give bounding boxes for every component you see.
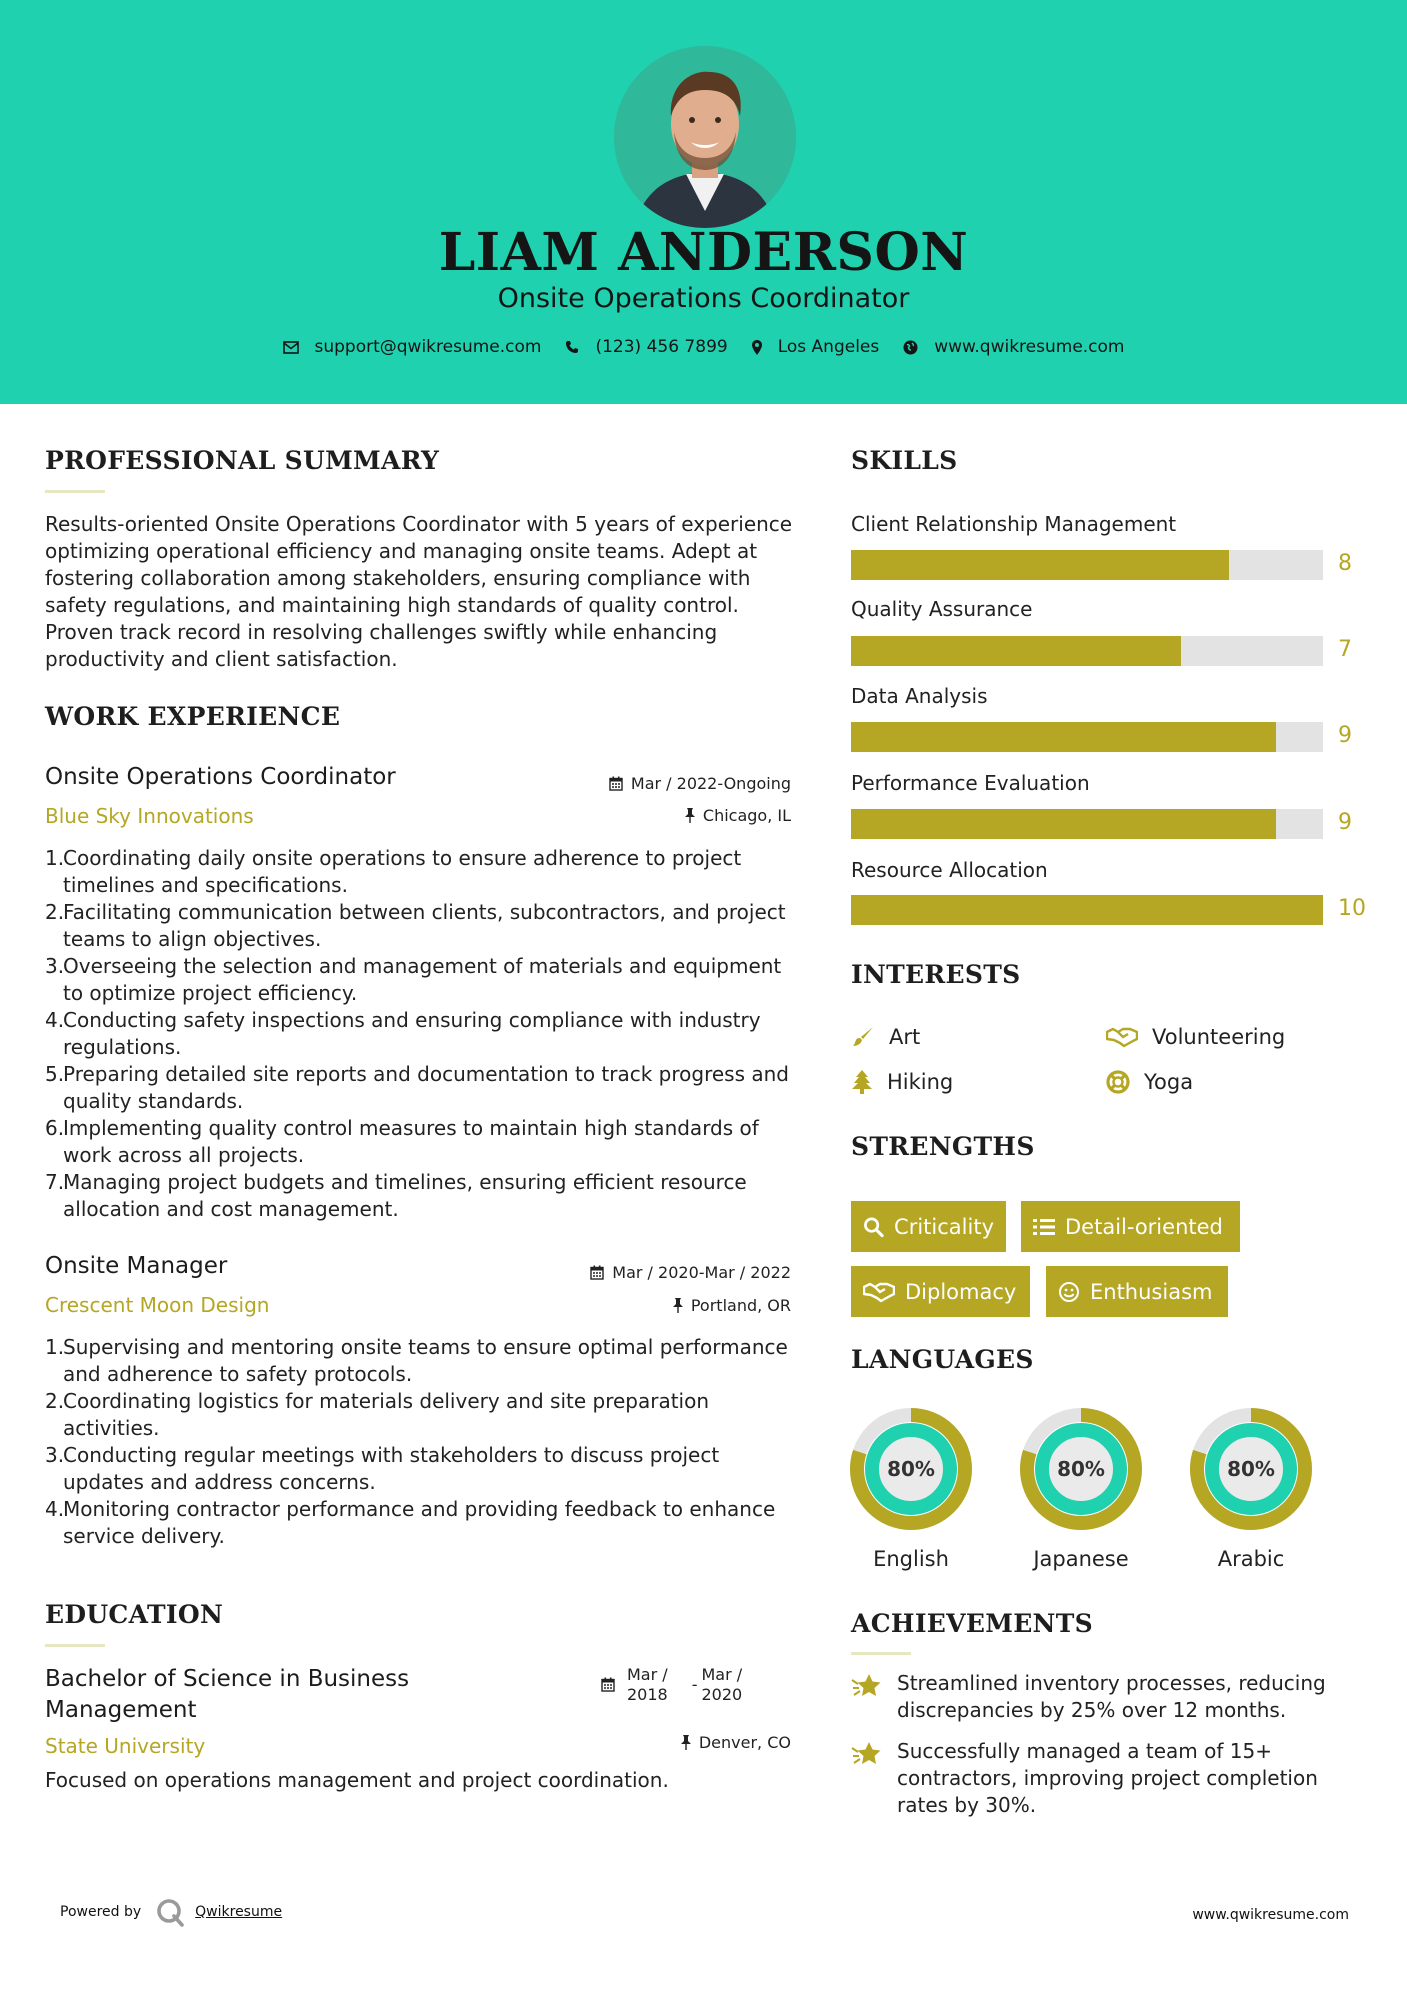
summary-text: Results-oriented Onsite Operations Coordinator with 5 years of experience optimizing operational efficiency and managing onsite teams. Adept at fostering collaboration among stakeholders, ensuring compliance with safety regulations, and maintaining high standards of quality control. Proven track record in resolving challenges swiftly while enhancing productivity and client satisfaction. bbox=[45, 512, 793, 671]
star-icon bbox=[851, 1672, 883, 1700]
job-dates-text: Mar / 2022-Ongoing bbox=[630, 774, 791, 793]
interest-label: Hiking bbox=[887, 1070, 954, 1094]
skill-value: 9 bbox=[1338, 723, 1352, 748]
skill-name: Data Analysis bbox=[851, 684, 988, 708]
skills-title: SKILLS bbox=[851, 446, 958, 475]
phone-icon bbox=[565, 340, 579, 354]
job-dates bbox=[590, 1263, 791, 1282]
achievement-item bbox=[851, 1670, 1371, 1724]
strength-label: Criticality bbox=[894, 1214, 994, 1239]
education-location-text: Denver, CO bbox=[698, 1733, 791, 1752]
contact-email[interactable] bbox=[283, 337, 542, 357]
strength-badge bbox=[1021, 1201, 1240, 1252]
list-item: 4. Monitoring contractor performance and providing feedback to enhance service delivery. bbox=[45, 1497, 776, 1548]
achievement-item bbox=[851, 1738, 1371, 1819]
list-item: 2. Coordinating logistics for materials delivery and site preparation activities. bbox=[45, 1389, 710, 1440]
achievement-text: Streamlined inventory processes, reducing discrepancies by 25% over 12 months. bbox=[897, 1671, 1326, 1722]
calendar-icon bbox=[590, 1265, 604, 1280]
school-name: State University bbox=[45, 1734, 206, 1758]
strength-badge bbox=[851, 1266, 1030, 1317]
list-item: 4. Conducting safety inspections and ensuring compliance with industry regulations. bbox=[45, 1008, 761, 1059]
date-separator: - bbox=[691, 1675, 698, 1694]
achievement-text: Successfully managed a team of 15+ contractors, improving project completion rates by 30%. bbox=[897, 1739, 1318, 1817]
pushpin-icon bbox=[673, 1298, 683, 1313]
handshake-icon bbox=[1106, 1026, 1138, 1048]
company-name: Blue Sky Innovations bbox=[45, 804, 254, 828]
skill-bar-fill bbox=[851, 636, 1181, 666]
skill-bar-fill bbox=[851, 895, 1323, 925]
skill-bar bbox=[851, 809, 1323, 839]
job-title: Onsite Manager bbox=[45, 1253, 228, 1279]
candidate-name: LIAM ANDERSON bbox=[438, 222, 969, 283]
skill-name: Quality Assurance bbox=[851, 597, 1033, 621]
candidate-role: Onsite Operations Coordinator bbox=[497, 283, 910, 314]
footer-url[interactable]: www.qwikresume.com bbox=[1192, 1907, 1349, 1923]
profile-photo bbox=[614, 46, 796, 228]
skill-bar bbox=[851, 636, 1323, 666]
interest-item bbox=[1106, 1025, 1285, 1049]
language-name: English bbox=[873, 1547, 949, 1571]
education-location bbox=[681, 1733, 791, 1752]
resume-header bbox=[0, 0, 1407, 404]
company-name: Crescent Moon Design bbox=[45, 1293, 270, 1317]
lifering-icon bbox=[1106, 1070, 1130, 1094]
summary-title: PROFESSIONAL SUMMARY bbox=[45, 446, 440, 475]
list-icon bbox=[1033, 1218, 1055, 1236]
job-location-text: Chicago, IL bbox=[702, 806, 791, 825]
list-item: 7. Managing project budgets and timelines, ensuring efficient resource allocation and cost management. bbox=[45, 1170, 747, 1221]
globe-icon bbox=[903, 340, 918, 355]
calendar-icon bbox=[609, 776, 623, 791]
interest-item bbox=[851, 1070, 953, 1094]
strengths-title: STRENGTHS bbox=[851, 1132, 1035, 1161]
interests-title: INTERESTS bbox=[851, 960, 1021, 989]
interest-label: Art bbox=[889, 1025, 921, 1049]
contact-bar bbox=[0, 337, 1407, 357]
powered-by-text: Powered by bbox=[60, 1904, 142, 1920]
language-percent: 80% bbox=[1227, 1457, 1275, 1481]
list-item: 2. Facilitating communication between clients, subcontractors, and project teams to align objectives. bbox=[45, 900, 786, 951]
job-dates bbox=[609, 774, 791, 793]
strength-label: Enthusiasm bbox=[1090, 1279, 1213, 1304]
envelope-icon bbox=[283, 341, 299, 354]
languages-title: LANGUAGES bbox=[851, 1345, 1034, 1374]
tree-icon bbox=[851, 1070, 873, 1094]
skill-name: Performance Evaluation bbox=[851, 771, 1090, 795]
education-divider bbox=[45, 1644, 105, 1647]
experience-title: WORK EXPERIENCE bbox=[45, 702, 341, 731]
job-dates-text: Mar / 2020-Mar / 2022 bbox=[612, 1263, 791, 1282]
education-title: EDUCATION bbox=[45, 1600, 224, 1629]
job-location-text: Portland, OR bbox=[690, 1296, 791, 1315]
language-ring bbox=[849, 1407, 973, 1531]
skill-bar bbox=[851, 550, 1323, 580]
website-text: www.qwikresume.com bbox=[934, 337, 1125, 357]
person-icon bbox=[614, 46, 796, 228]
list-item: 1. Supervising and mentoring onsite teams to ensure optimal performance and adherence to safety protocols. bbox=[45, 1335, 788, 1386]
contact-phone[interactable] bbox=[565, 337, 727, 357]
star-icon bbox=[851, 1740, 883, 1768]
skill-value: 9 bbox=[1338, 810, 1352, 835]
skill-bar-fill bbox=[851, 550, 1229, 580]
skill-value: 8 bbox=[1338, 551, 1352, 576]
interest-item bbox=[851, 1025, 920, 1049]
skill-bar bbox=[851, 722, 1323, 752]
list-item: 3. Overseeing the selection and management of materials and equipment to optimize project efficiency. bbox=[45, 954, 782, 1005]
language-ring bbox=[1019, 1407, 1143, 1531]
calendar-icon bbox=[601, 1677, 615, 1692]
job-responsibilities bbox=[45, 845, 800, 1223]
skill-name: Client Relationship Management bbox=[851, 512, 1177, 536]
email-text: support@qwikresume.com bbox=[314, 337, 542, 357]
language-percent: 80% bbox=[1057, 1457, 1105, 1481]
strength-badge bbox=[851, 1201, 1006, 1252]
language-ring bbox=[1189, 1407, 1313, 1531]
contact-location bbox=[752, 337, 880, 357]
contact-website[interactable] bbox=[903, 337, 1124, 357]
date-start: Mar / 2018 bbox=[627, 1665, 668, 1704]
skill-name: Resource Allocation bbox=[851, 858, 1048, 882]
degree-title: Bachelor of Science in Business Management bbox=[45, 1666, 410, 1723]
skill-bar bbox=[851, 895, 1323, 925]
pushpin-icon bbox=[685, 808, 695, 823]
education-dates bbox=[601, 1665, 742, 1705]
date-end: Mar / 2020 bbox=[701, 1665, 743, 1704]
list-item: 1. Coordinating daily onsite operations to ensure adherence to project timelines and specifications. bbox=[45, 846, 742, 897]
interest-label: Volunteering bbox=[1152, 1025, 1286, 1049]
list-item: 5. Preparing detailed site reports and documentation to track progress and quality standards. bbox=[45, 1062, 789, 1113]
interest-label: Yoga bbox=[1144, 1070, 1194, 1094]
skill-bar-fill bbox=[851, 809, 1276, 839]
strength-label: Diplomacy bbox=[905, 1279, 1017, 1304]
job-location bbox=[673, 1296, 791, 1315]
job-responsibilities bbox=[45, 1334, 800, 1550]
phone-text: (123) 456 7899 bbox=[595, 337, 728, 357]
achievements-divider bbox=[851, 1652, 911, 1655]
language-percent: 80% bbox=[887, 1457, 935, 1481]
summary-divider bbox=[45, 490, 105, 493]
skill-value: 10 bbox=[1338, 896, 1366, 921]
language-name: Arabic bbox=[1217, 1547, 1285, 1571]
education-note: Focused on operations management and project coordination. bbox=[45, 1768, 669, 1792]
language-name: Japanese bbox=[1033, 1547, 1129, 1571]
location-text: Los Angeles bbox=[777, 337, 880, 357]
interest-item bbox=[1106, 1070, 1193, 1094]
strength-label: Detail-oriented bbox=[1065, 1214, 1223, 1239]
brand-link[interactable]: Qwikresume bbox=[195, 1904, 283, 1920]
job-location bbox=[685, 806, 791, 825]
skill-value: 7 bbox=[1338, 637, 1352, 662]
job-title: Onsite Operations Coordinator bbox=[45, 764, 396, 790]
smile-icon bbox=[1058, 1281, 1080, 1303]
paintbrush-icon bbox=[851, 1025, 875, 1049]
strength-badge bbox=[1046, 1266, 1228, 1317]
pushpin-icon bbox=[681, 1735, 691, 1750]
search-icon bbox=[863, 1216, 884, 1238]
achievements-title: ACHIEVEMENTS bbox=[851, 1609, 1093, 1638]
map-pin-icon bbox=[752, 340, 762, 355]
qwikresume-logo-icon bbox=[155, 1897, 187, 1927]
skill-bar-fill bbox=[851, 722, 1276, 752]
list-item: 3. Conducting regular meetings with stakeholders to discuss project updates and address concerns. bbox=[45, 1443, 720, 1494]
list-item: 6. Implementing quality control measures to maintain high standards of work across all projects. bbox=[45, 1116, 759, 1167]
handshake-icon bbox=[863, 1281, 895, 1303]
footer-branding bbox=[60, 1897, 282, 1927]
